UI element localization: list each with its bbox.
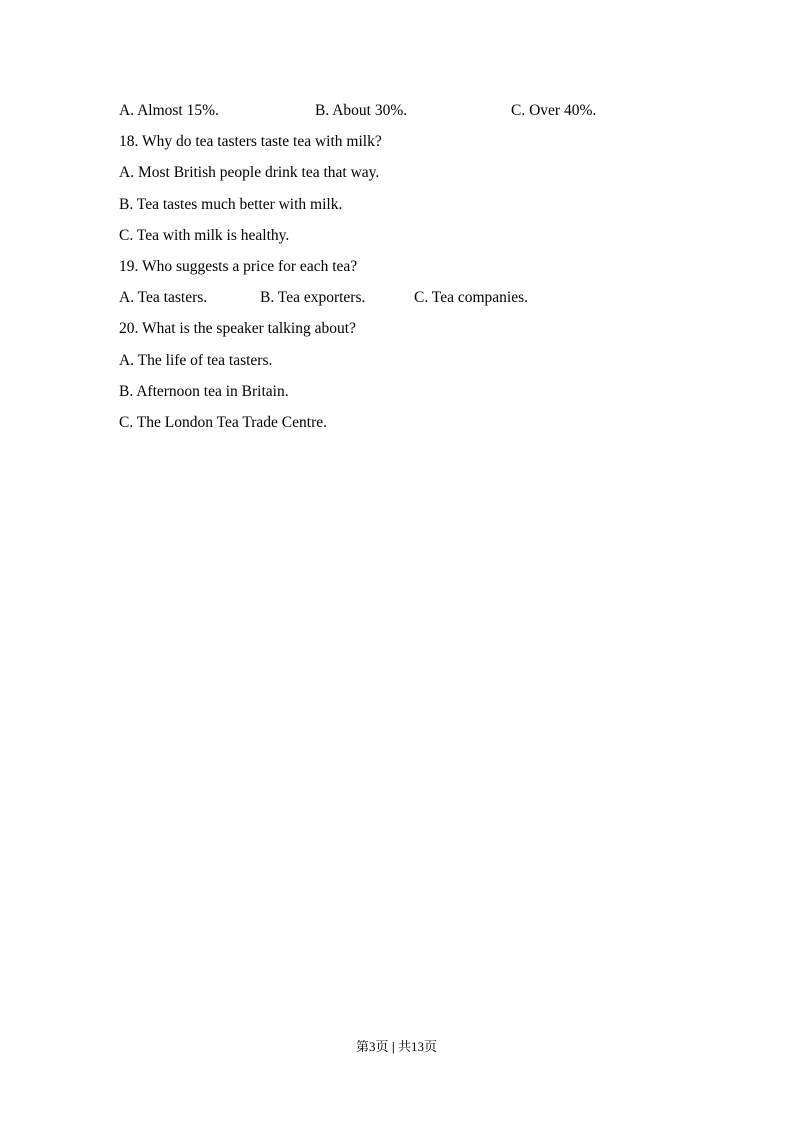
q19-option-a: A. Tea tasters.: [119, 289, 208, 307]
q20-option-a: A. The life of tea tasters.: [119, 351, 273, 369]
question-content: [119, 101, 719, 444]
q20-question: 20. What is the speaker talking about?: [119, 320, 356, 338]
q17-option-c: C. Over 40%.: [511, 102, 597, 119]
q17-options: [119, 101, 719, 132]
footer-separator: |: [391, 1039, 395, 1054]
q19-option-c: C. Tea companies.: [414, 289, 528, 307]
q17-option-a: A. Almost 15%.: [119, 102, 219, 119]
q18-option-b: B. Tea tastes much better with milk.: [119, 195, 343, 213]
q18-question: 18. Why do tea tasters taste tea with milk?: [119, 133, 382, 151]
q18-option-a: A. Most British people drink tea that way.: [119, 164, 380, 182]
page-number: 第3页: [356, 1039, 389, 1054]
q19-question: 19. Who suggests a price for each tea?: [119, 257, 358, 275]
q19-option-b: B. Tea exporters.: [260, 289, 366, 307]
page-footer: [0, 1039, 793, 1055]
q19-options: [119, 288, 719, 319]
q20-option-c: C. The London Tea Trade Centre.: [119, 413, 327, 431]
q17-option-b: B. About 30%.: [315, 102, 408, 119]
q18-option-c: C. Tea with milk is healthy.: [119, 226, 290, 244]
page-total: 共13页: [397, 1039, 437, 1054]
q20-option-b: B. Afternoon tea in Britain.: [119, 382, 289, 400]
